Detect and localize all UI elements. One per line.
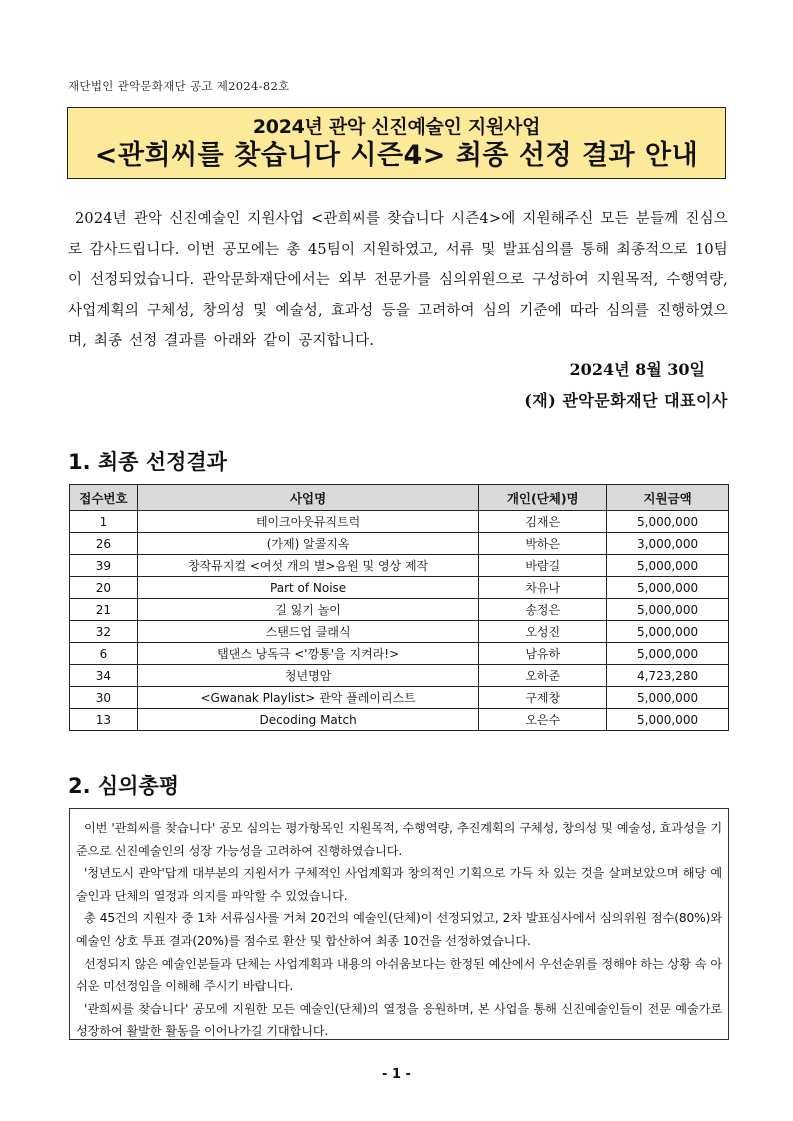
cell-name: 박하은: [479, 533, 607, 555]
table-row: [70, 577, 729, 599]
cell-name: 남유하: [479, 643, 607, 665]
cell-name: 바람길: [479, 555, 607, 577]
cell-name: 구제창: [479, 687, 607, 709]
page-number: - 1 -: [382, 1067, 411, 1082]
cell-amount: 5,000,000: [607, 511, 729, 533]
cell-name: 오성진: [479, 621, 607, 643]
column-header-amount: 지원금액: [607, 485, 729, 511]
cell-no: 34: [70, 665, 138, 687]
cell-name: 차유나: [479, 577, 607, 599]
cell-amount: 5,000,000: [607, 709, 729, 731]
review-paragraph: '청년도시 관악'답게 대부분의 지원서가 구체적인 사업계획과 창의적인 기획으로 가득 차 있는 것을 살펴보았으며 해당 예술인과 단체의 열정과 의지를 파악할 수 있었습니다.: [76, 866, 722, 903]
cell-project: 청년명암: [137, 665, 478, 687]
cell-name: 오은수: [479, 709, 607, 731]
cell-amount: 5,000,000: [607, 599, 729, 621]
cell-no: 21: [70, 599, 138, 621]
table-row: [70, 665, 729, 687]
cell-project: Decoding Match: [137, 709, 478, 731]
cell-project: 길 잃기 놀이: [137, 599, 478, 621]
intro-text: 2024년 관악 신진예술인 지원사업 <관희씨를 찾습니다 시즌4>에 지원해주신 모든 분들께 진심으로 감사드립니다. 이번 공모에는 총 45팀이 지원하였고, 서류 및 발표심의를 통해 최종적으로 10팀이 선정되었습니다. 관악문화재단에서는 외부 전문가를 심의위원으로 구성하여 지원목적, 수행역량, 사업계획의 구체성, 창의성 및 예술성, 효과성 등을 고려하여 심의 기준에 따라 심의를 진행하였으며, 최종 선정 결과를 아래와 같이 공지합니다.: [68, 211, 728, 349]
cell-no: 1: [70, 511, 138, 533]
signer: (재) 관악문화재단 대표이사: [524, 391, 728, 410]
cell-no: 39: [70, 555, 138, 577]
review-paragraph: 총 45건의 지원자 중 1차 서류심사를 거쳐 20건의 예술인(단체)이 선정되었고, 2차 발표심사에서 심의위원 점수(80%)와 예술인 상호 투표 결과(20%)를 점수로 환산 및 합산하여 최종 10건을 선정하였습니다.: [76, 911, 722, 948]
section-title-review: 2. 심의총평: [68, 774, 180, 798]
cell-amount: 4,723,280: [607, 665, 729, 687]
cell-name: 오하준: [479, 665, 607, 687]
cell-amount: 5,000,000: [607, 577, 729, 599]
cell-project: 탭댄스 낭독극 <'깡통'을 지켜라!>: [137, 643, 478, 665]
column-header-project: 사업명: [137, 485, 478, 511]
table-header-row: [70, 485, 729, 511]
cell-project: (가제) 알콜지옥: [137, 533, 478, 555]
column-header-name: 개인(단체)명: [479, 485, 607, 511]
notice-number: 재단법인 관악문화재단 공고 제2024-82호: [68, 79, 290, 93]
cell-no: 6: [70, 643, 138, 665]
cell-project: 창작뮤지컬 <여섯 개의 별>음원 및 영상 제작: [137, 555, 478, 577]
cell-amount: 5,000,000: [607, 643, 729, 665]
cell-no: 30: [70, 687, 138, 709]
cell-project: 스탠드업 클래식: [137, 621, 478, 643]
column-header-no: 접수번호: [70, 485, 138, 511]
cell-project: 테이크아웃뮤직트럭: [137, 511, 478, 533]
cell-project: Part of Noise: [137, 577, 478, 599]
review-paragraph: '관희씨를 찾습니다' 공모에 지원한 모든 예술인(단체)의 열정을 응원하며, 본 사업을 통해 신진예술인들이 전문 예술가로 성장하여 활발한 활동을 이어나가길 기대합니다.: [76, 1001, 722, 1039]
review-summary-box: [69, 808, 729, 1040]
table-row: [70, 643, 729, 665]
table-row: [70, 621, 729, 643]
table-row: [70, 533, 729, 555]
table-row: [70, 555, 729, 577]
table-row: [70, 687, 729, 709]
cell-amount: 5,000,000: [607, 621, 729, 643]
cell-amount: 5,000,000: [607, 555, 729, 577]
cell-no: 26: [70, 533, 138, 555]
cell-no: 32: [70, 621, 138, 643]
cell-amount: 3,000,000: [607, 533, 729, 555]
table-row: [70, 599, 729, 621]
title-line-2: <관희씨를 찾습니다 시즌4> 최종 선정 결과 안내: [94, 140, 699, 171]
results-table: [69, 484, 729, 731]
cell-name: 김재은: [479, 511, 607, 533]
review-paragraph: 선정되지 않은 예술인분들과 단체는 사업계획과 내용의 아쉬움보다는 한정된 예산에서 우선순위를 정해야 하는 상황 속 아쉬운 미선정임을 이해해 주시기 바랍니다.: [76, 956, 722, 994]
title-line-1: 2024년 관악 신진예술인 지원사업: [252, 116, 541, 138]
cell-no: 13: [70, 709, 138, 731]
review-paragraph: 이번 '관희씨를 찾습니다' 공모 심의는 평가항목인 지원목적, 수행역량, 추진계획의 구체성, 창의성 및 예술성, 효과성을 기준으로 신진예술인의 성장 가능성을 고려하여 진행하였습니다.: [76, 821, 722, 858]
cell-no: 20: [70, 577, 138, 599]
cell-amount: 5,000,000: [607, 687, 729, 709]
notice-date: 2024년 8월 30일: [569, 360, 705, 379]
cell-project: <Gwanak Playlist> 관악 플레이리스트: [137, 687, 478, 709]
cell-name: 송정은: [479, 599, 607, 621]
section-title-results: 1. 최종 선정결과: [68, 450, 227, 474]
table-row: [70, 511, 729, 533]
intro-paragraph: [68, 204, 728, 357]
table-row: [70, 709, 729, 731]
title-box: [67, 107, 726, 179]
